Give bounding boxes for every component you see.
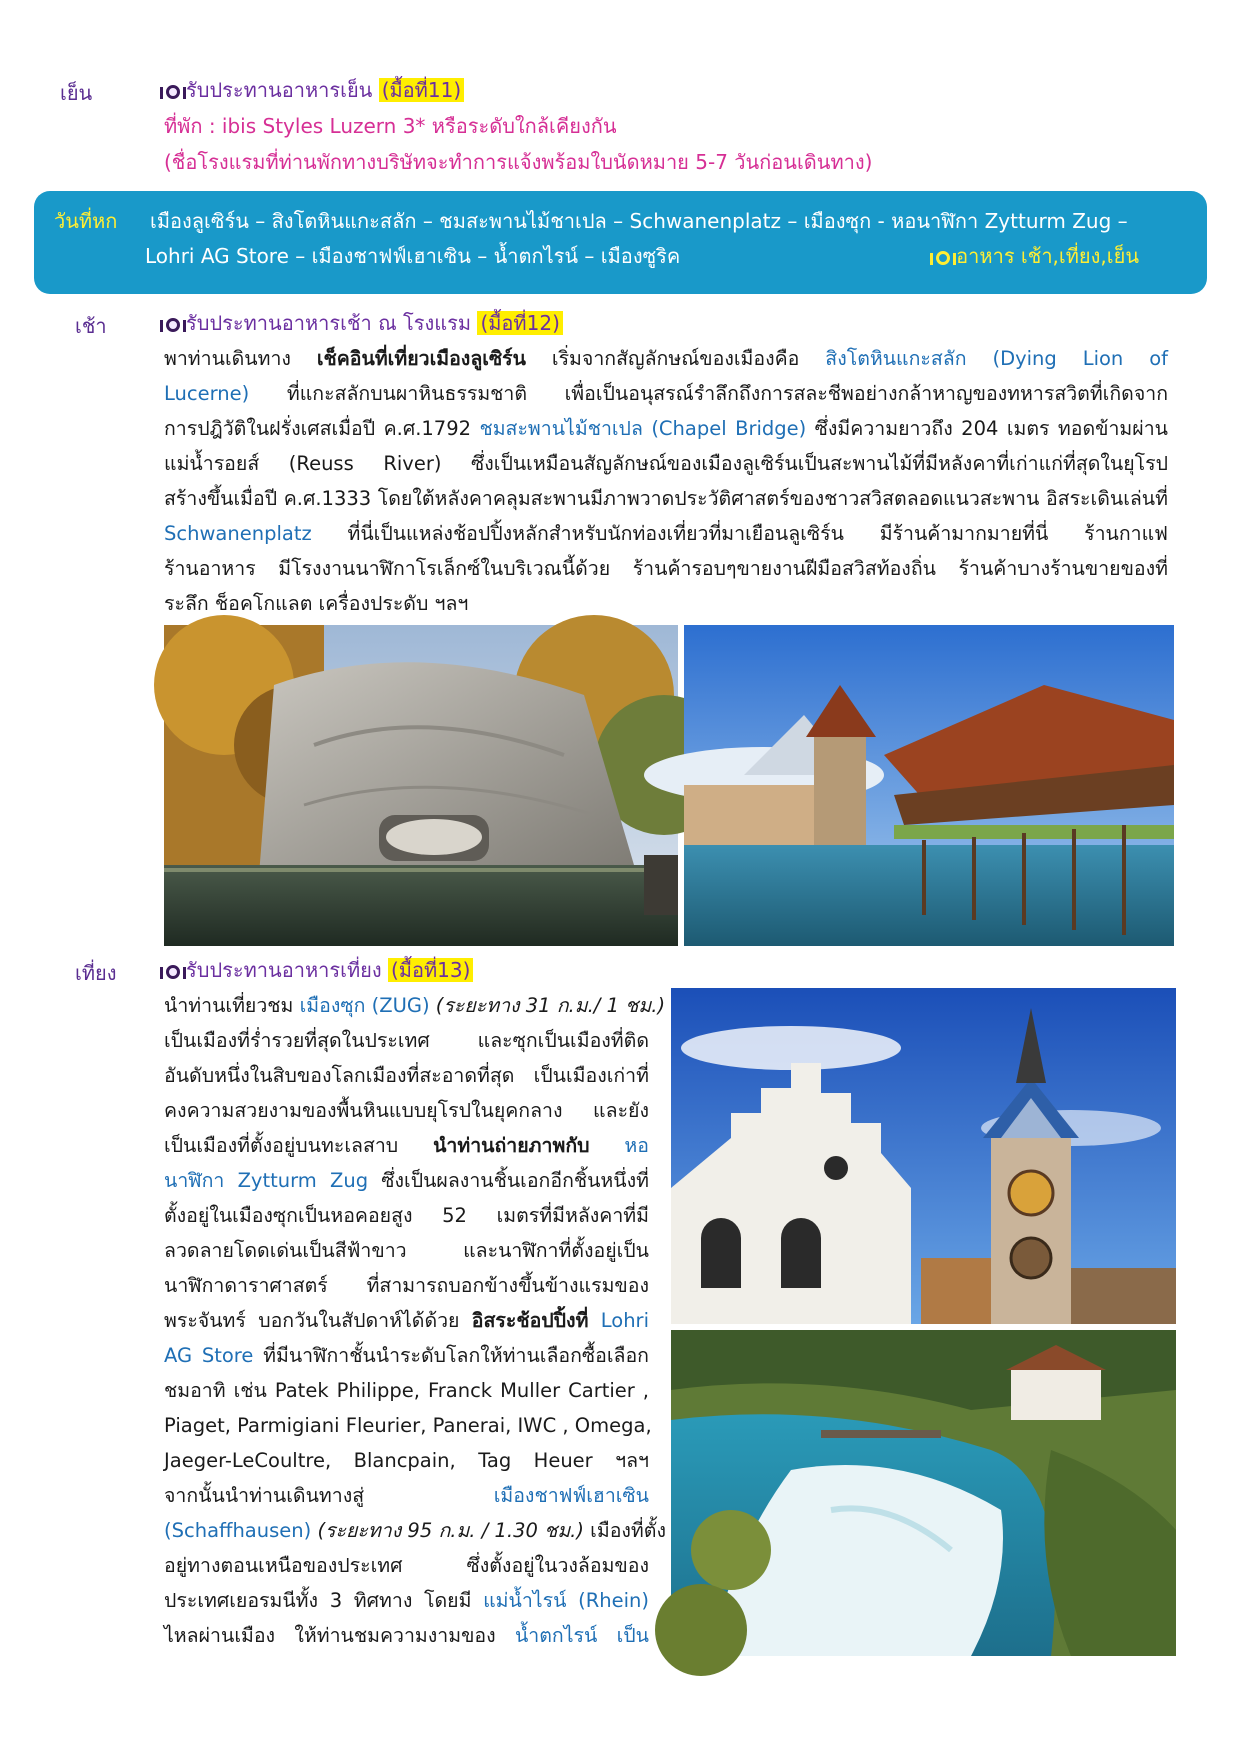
link-rhein[interactable]: แม่น้ำไรน์ (Rhein) <box>483 1589 649 1612</box>
link-schaffhausen[interactable]: เมืองชาฟฟ์เฮาเซิน <box>493 1484 649 1507</box>
dinner-meal-line <box>166 73 464 108</box>
link-lohri[interactable]: AG Store <box>164 1344 254 1367</box>
morning-paragraph: พาท่านเดินทาง เช็คอินที่เที่ยวเมืองลูเซิร์น เริ่มจากสัญลักษณ์ของเมืองคือ สิงโตหินแกะสลัก (Dying Lion of Lucerne) ที่แกะสลักบนผาหินธรรมชาติ เพื่อเป็นอนุสรณ์รำลึกถึงการสละชีพอย่างกล้าหาญของทหารสวิตที่เกิดจาก การปฎิวัติในฝรั่งเศสเมื่อปี ค.ศ.1792 ชมสะพานไม้ชาเปล (Chapel Bridge) ซึ่งมีความยาวถึง 204 เมตร ทอดข้ามผ่าน แม่น้ำรอยส์ (Reuss River) ซึ่งเป็นเหมือนสัญลักษณ์ของเมืองลูเซิร์นเป็นสะพานไม้ที่มีหลังคาที่เก่าแก่ที่สุดในยุโรป สร้างขึ้นเมื่อปี ค.ศ.1333 โดยใต้หลังคาคลุมสะพานมีภาพวาดประวัติศาสตร์ของชาวสวิสตลอดแนวสะพาน อิสระเดินเล่นที่ Schwanenplatz ที่นี่เป็นแหล่งช้อปปิ้งหลักสำหรับนักท่องเที่ยวที่มาเยือนลูเซิร์น มีร้านค้ามากมายที่นี่ ร้านกาแฟ ร้านอาหาร มีโรงงานนาฬิกาโรเล็กซ์ในบริเวณนี้ด้วย ร้านค้ารอบๆขายงานฝีมือสวิสท้องถิ่น ร้านค้าบางร้านขายของที่ ระลึก ช็อคโกแลต เครื่องประดับ ฯลฯ <box>164 347 1168 615</box>
lion-monument-image <box>164 625 678 946</box>
dinner-meal-text: รับประทานอาหารเย็น <box>186 78 373 102</box>
link-rhine-falls[interactable]: น้ำตกไรน์ เป็น <box>514 1624 650 1647</box>
route-line-2: Lohri AG Store – เมืองชาฟฟ์เฮาเซิน – น้ำตกไรน์ – เมืองซูริค <box>145 244 681 268</box>
lunch-meal-text: รับประทานอาหารเที่ยง <box>186 958 382 982</box>
link-chapel-bridge[interactable]: ชมสะพานไม้ชาเปล (Chapel Bridge) <box>479 417 807 440</box>
chapel-bridge-image <box>684 625 1174 946</box>
hotel-name: ที่พัก : ibis Styles Luzern 3* หรือระดับใกล้เคียงกัน <box>164 114 617 138</box>
morning-meal-line <box>166 306 563 341</box>
photo-lion-monument <box>164 625 678 946</box>
link-zytturm[interactable]: นาฬิกา Zytturm Zug <box>164 1169 369 1192</box>
link-schwanenplatz[interactable]: Schwanenplatz <box>164 522 312 545</box>
day-meals <box>936 240 1139 272</box>
dining-plate-icon <box>166 318 180 332</box>
link-dying-lion[interactable]: สิงโตหินแกะสลัก (Dying Lion of <box>825 347 1168 370</box>
morning-label: เช้า <box>75 314 107 338</box>
photo-chapel-bridge <box>684 625 1174 946</box>
photo-rhine-falls <box>671 1330 1176 1656</box>
route-line-1: เมืองลูเซิร์น – สิงโตหินแกะสลัก – ชมสะพานไม้ชาเปล – Schwanenplatz – เมืองซุก - หอนาฬิกา Zytturm Zug – <box>150 209 1128 233</box>
lunch-meal-line <box>166 953 473 988</box>
day-meals-text: อาหาร เช้า,เที่ยง,เย็น <box>956 244 1139 268</box>
hotel-note: (ชื่อโรงแรมที่ท่านพักทางบริษัทจะทำการแจ้งพร้อมใบนัดหมาย 5-7 วันก่อนเดินทาง) <box>164 150 873 174</box>
link-zug[interactable]: เมืองซุก (ZUG) <box>299 994 430 1017</box>
dining-plate-icon <box>936 251 950 265</box>
dinner-label: เย็น <box>60 81 93 105</box>
lunch-paragraph: นำท่านเที่ยวชม เมืองซุก (ZUG) (ระยะทาง 31 ก.ม./ 1 ชม.) เป็นเมืองที่ร่ำรวยที่สุดในประเทศ และซุกเป็นเมืองที่ติด อันดับหนึ่งในสิบของโลกเมืองที่สะอาดที่สุด เป็นเมืองเก่าที่ คงความสวยงามของพื้นหินแบบยุโรปในยุคกลาง และยัง เป็นเมืองที่ตั้งอยู่บนทะเลสาบ นำท่านถ่ายภาพกับ หอ นาฬิกา Zytturm Zug ซึ่งเป็นผลงานชิ้นเอกอีกชิ้นหนึ่งที่ ตั้งอยู่ในเมืองซุกเป็นหอคอยสูง 52 เมตรที่มีหลังคาที่มี ลวดลายโดดเด่นเป็นสีฟ้าขาว และนาฬิกาที่ตั้งอยู่เป็น นาฬิกาดาราศาสตร์ ที่สามารถบอกข้างขึ้นข้างแรมของ พระจันทร์ บอกวันในสัปดาห์ได้ด้วย อิสระช้อปปิ้งที่ Lohri AG Store ที่มีนาฬิกาชั้นนำระดับโลกให้ท่านเลือกซื้อเลือก ชมอาทิ เช่น Patek Philippe, Franck Muller Cartier , Piaget, Parmigiani Fleurier, Panerai, IWC , Omega, Jaeger-LeCoultre, Blancpain, Tag Heuer ฯลฯ จากนั้นนำท่านเดินทางสู่ เมืองชาฟฟ์เฮาเซิน (Schaffhausen) (ระยะทาง 95 ก.ม. / 1.30 ชม.) เมืองที่ตั้ง อยู่ทางตอนเหนือของประเทศ ซึ่งตั้งอยู่ในวงล้อมของ ประเทศเยอรมนีทั้ง 3 ทิศทาง โดยมี แม่น้ำไรน์ (Rhein) ไหลผ่านเมือง ให้ท่านชมความงามของ น้ำตกไรน์ เป็น <box>164 994 666 1647</box>
dinner-meal-number: (มื้อที่11) <box>379 78 464 102</box>
link-lucerne[interactable]: Lucerne) <box>164 382 250 405</box>
dining-plate-icon <box>166 85 180 99</box>
lunch-label: เที่ยง <box>75 961 117 985</box>
dining-plate-icon <box>166 965 180 979</box>
zytturm-image <box>671 988 1176 1324</box>
photo-zytturm-zug <box>671 988 1176 1324</box>
day-banner <box>34 191 1207 294</box>
day-label: วันที่หก <box>54 209 118 233</box>
rhine-falls-image <box>671 1330 1176 1656</box>
morning-meal-text: รับประทานอาหารเช้า ณ โรงแรม <box>186 311 472 335</box>
morning-meal-number: (มื้อที่12) <box>477 311 562 335</box>
lunch-meal-number: (มื้อที่13) <box>388 958 473 982</box>
